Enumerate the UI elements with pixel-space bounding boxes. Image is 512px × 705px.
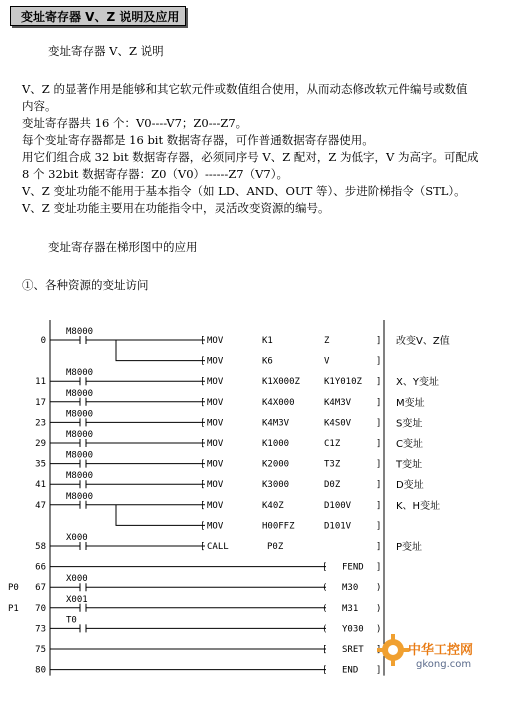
pointer-label: P1 [8, 603, 19, 614]
rung-comment: X、Y变址 [396, 377, 439, 389]
contact-label: M8000 [66, 368, 94, 379]
paragraph-line: V、Z 变址功能不能用于基本指令（如 LD、AND、OUT 等）、步进阶梯指令（STL）。 [22, 184, 466, 198]
instruction-bracket: ) [376, 624, 382, 635]
instruction-operand: K1 [262, 336, 273, 346]
instruction-bracket: ] [376, 418, 382, 429]
contact-label: M8000 [66, 388, 94, 399]
instruction-bracket: ( [322, 583, 328, 594]
instruction-bracket: ] [376, 356, 382, 367]
instruction-bracket: [ [200, 377, 206, 388]
instruction-op: MOV [207, 356, 224, 367]
instruction-bracket: [ [200, 439, 206, 449]
step-number: 11 [35, 377, 46, 388]
step-number: 58 [35, 542, 46, 552]
instruction-op: FEND [342, 562, 364, 573]
paragraph-line: 内容。 [22, 99, 57, 113]
instruction-op: M30 [342, 583, 359, 594]
instruction-op: MOV [207, 418, 224, 429]
paragraph-line: 每个变址寄存器都是 16 bit 数据寄存器，可作普通数据寄存器使用。 [22, 133, 374, 147]
rung-comment: 改变V、Z值 [396, 336, 450, 347]
instruction-op: MOV [207, 521, 224, 532]
instruction-operand: T3Z [324, 459, 341, 470]
instruction-bracket: ] [376, 542, 382, 552]
instruction-op: MOV [207, 480, 224, 491]
instruction-bracket: [ [200, 418, 206, 429]
instruction-operand: K4M3V [324, 397, 352, 408]
ladder-diagram [0, 318, 512, 678]
step-number: 17 [35, 397, 46, 408]
instruction-bracket: [ [200, 459, 206, 470]
paragraph-line: 用它们组合成 32 bit 数据寄存器，必须同序号 V、Z 配对，Z 为低字，V 为高字。可配成 [22, 150, 479, 164]
step-number: 41 [35, 480, 46, 491]
instruction-operand: P0Z [267, 542, 284, 552]
instruction-bracket: [ [322, 645, 328, 655]
step-number: 66 [35, 562, 46, 573]
instruction-bracket: ] [376, 439, 382, 449]
contact-label: M8000 [66, 430, 94, 440]
instruction-operand: K1000 [262, 439, 290, 449]
section-heading: 变址寄存器在梯形图中的应用 [48, 240, 198, 254]
paragraph-line: 变址寄存器共 16 个：V0----V7；Z0---Z7。 [22, 116, 248, 130]
instruction-bracket: ( [322, 624, 328, 635]
instruction-op: SRET [342, 645, 364, 655]
instruction-bracket: ] [376, 377, 382, 388]
contact-label: X000 [66, 533, 88, 543]
instruction-operand: K6 [262, 356, 273, 367]
contact-label: M8000 [66, 471, 94, 482]
logo-text: 中华工控网 [408, 643, 474, 658]
instruction-operand: V [324, 356, 330, 367]
instruction-op: MOV [207, 377, 224, 388]
step-number: 80 [35, 665, 46, 676]
instruction-bracket: ] [376, 500, 382, 511]
step-number: 0 [40, 336, 46, 346]
instruction-op: MOV [207, 500, 224, 511]
step-number: 47 [35, 500, 46, 511]
instruction-bracket: [ [200, 480, 206, 491]
instruction-bracket: [ [322, 562, 328, 573]
instruction-operand: K4S0V [324, 418, 352, 429]
contact-label: M8000 [66, 409, 94, 420]
paragraph-line: V、Z 变址功能主要用在功能指令中，灵活改变资源的编号。 [22, 201, 330, 215]
step-number: 67 [35, 583, 46, 594]
instruction-op: CALL [207, 542, 229, 552]
contact-label: M8000 [66, 450, 94, 461]
rung-comment: P变址 [396, 542, 423, 553]
instruction-bracket: ] [376, 562, 382, 573]
instruction-op: M31 [342, 603, 359, 614]
contact-label: X000 [66, 574, 88, 585]
instruction-bracket: [ [200, 500, 206, 511]
instruction-bracket: [ [200, 336, 206, 346]
instruction-operand: K1Y010Z [324, 377, 362, 388]
step-number: 73 [35, 624, 46, 635]
instruction-operand: C1Z [324, 439, 341, 449]
gear-icon [376, 633, 410, 667]
instruction-op: MOV [207, 336, 224, 346]
instruction-bracket: ) [376, 603, 382, 614]
instruction-operand: K2000 [262, 459, 290, 470]
rung-comment: T变址 [396, 459, 423, 471]
instruction-bracket: [ [322, 665, 328, 676]
rung-comment: C变址 [396, 439, 423, 450]
contact-label: M8000 [66, 491, 94, 502]
subsection-heading: ①、各种资源的变址访问 [22, 278, 149, 292]
rung-comment: D变址 [396, 480, 424, 492]
instruction-bracket: ] [376, 397, 382, 408]
paragraph-line: 8 个 32bit 数据寄存器：Z0（V0）------Z7（V7）。 [22, 167, 288, 181]
subtitle: 变址寄存器 V、Z 说明 [48, 44, 164, 58]
rung-comment: S变址 [396, 418, 423, 430]
instruction-bracket: [ [200, 356, 206, 367]
instruction-operand: D0Z [324, 480, 341, 491]
instruction-operand: H00FFZ [262, 521, 295, 532]
instruction-operand: K40Z [262, 500, 284, 511]
document-title: 变址寄存器 V、Z 说明及应用 [10, 6, 186, 26]
step-number: 75 [35, 645, 46, 655]
contact-label: M8000 [66, 327, 94, 337]
instruction-operand: K3000 [262, 480, 290, 491]
instruction-bracket: ] [376, 521, 382, 532]
branch-wire [116, 340, 205, 361]
instruction-bracket: ) [376, 583, 382, 594]
paragraph-line: V、Z 的显著作用是能够和其它软元件或数值组合使用，从而动态修改软元件编号或数值 [22, 82, 468, 96]
instruction-op: MOV [207, 439, 224, 449]
instruction-bracket: [ [200, 397, 206, 408]
step-number: 23 [35, 418, 46, 429]
instruction-operand: D100V [324, 500, 352, 511]
instruction-op: MOV [207, 459, 224, 470]
instruction-operand: K1X000Z [262, 377, 300, 388]
instruction-operand: Z [324, 336, 330, 346]
rung-comment: M变址 [396, 397, 425, 409]
instruction-operand: K4X000 [262, 397, 295, 408]
instruction-bracket: ( [322, 603, 328, 614]
instruction-bracket: [ [200, 542, 206, 552]
step-number: 29 [35, 439, 46, 449]
pointer-label: P0 [8, 583, 19, 594]
rung-comment: K、H变址 [396, 500, 441, 512]
step-number: 70 [35, 603, 46, 614]
instruction-op: END [342, 665, 359, 676]
contact-label: X001 [66, 594, 88, 605]
instruction-operand: D101V [324, 521, 352, 532]
instruction-bracket: ] [376, 480, 382, 491]
instruction-bracket: ] [376, 459, 382, 470]
step-number: 35 [35, 459, 46, 470]
contact-label: T0 [66, 615, 77, 626]
instruction-operand: K4M3V [262, 418, 290, 429]
instruction-op: MOV [207, 397, 224, 408]
instruction-bracket: [ [200, 521, 206, 532]
branch-wire [116, 505, 205, 526]
site-logo [376, 629, 504, 699]
logo-sub: gkong.com [416, 659, 472, 670]
instruction-bracket: ] [376, 336, 382, 346]
instruction-bracket: ] [376, 665, 382, 676]
instruction-op: Y030 [342, 624, 364, 635]
